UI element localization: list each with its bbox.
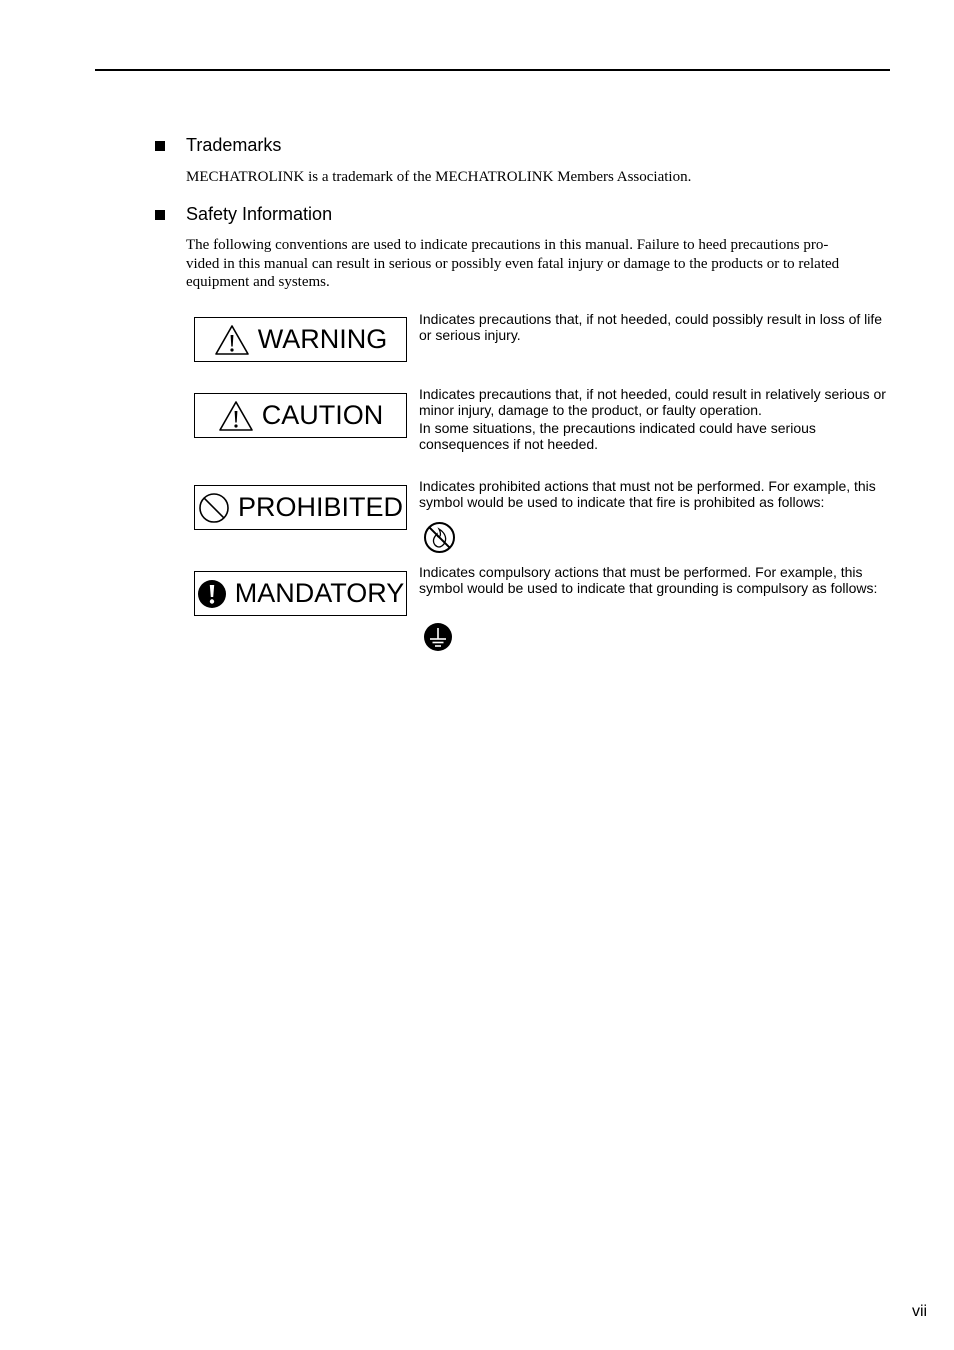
prohibited-label: PROHIBITED	[237, 492, 404, 522]
square-bullet-icon	[155, 141, 165, 151]
prohibited-description-text: Indicates prohibited actions that must not be performed. For example, this symbol would be used to indicate that fire is prohibited as follows:	[419, 478, 876, 510]
prohibited-circle-icon	[198, 492, 230, 524]
trademarks-heading	[155, 135, 281, 156]
safety-intro-line: vided in this manual can result in serious or possibly even fatal injury or damage to the products or to related	[186, 255, 840, 272]
warning-triangle-icon	[218, 400, 254, 432]
safety-heading-text: Safety Information	[186, 204, 333, 224]
no-fire-icon	[423, 521, 456, 554]
trademarks-heading-text: Trademarks	[186, 135, 282, 155]
prohibited-sign	[194, 485, 407, 530]
safety-heading	[155, 204, 332, 225]
safety-intro	[186, 236, 891, 292]
caution-sign	[194, 393, 407, 438]
page-number: vii	[912, 1303, 928, 1320]
mandatory-description-text: Indicates compulsory actions that must be performed. For example, this symbol would be used to indicate that grounding is compulsory as follows:	[419, 564, 878, 596]
square-bullet-icon	[155, 210, 165, 220]
caution-description-text: Indicates precautions that, if not heeded, could result in relatively serious or minor injury, damage to the product, or faulty operation.	[419, 386, 886, 418]
warning-description-text: Indicates precautions that, if not heeded, could possibly result in loss of life or serious injury.	[419, 311, 883, 343]
warning-label: WARNING	[257, 324, 388, 354]
warning-triangle-icon	[214, 324, 250, 356]
safety-intro-line: The following conventions are used to indicate precautions in this manual. Failure to heed precautions pro-	[186, 237, 829, 253]
mandatory-sign	[194, 571, 407, 616]
warning-sign	[194, 317, 407, 362]
warning-description	[419, 311, 889, 343]
trademarks-text: MECHATROLINK is a trademark of the MECHATROLINK Members Association.	[186, 169, 692, 185]
mandatory-label: MANDATORY	[234, 578, 405, 608]
prohibited-description	[419, 478, 889, 510]
caution-label: CAUTION	[261, 400, 384, 430]
mandatory-description	[419, 564, 889, 596]
header-rule	[95, 69, 890, 71]
ground-icon	[423, 622, 453, 652]
safety-intro-line: equipment and systems.	[186, 274, 330, 290]
caution-description	[419, 386, 889, 452]
exclamation-circle-icon	[197, 579, 227, 609]
caution-description-note: In some situations, the precautions indicated could have serious consequences if not heeded.	[419, 420, 816, 452]
